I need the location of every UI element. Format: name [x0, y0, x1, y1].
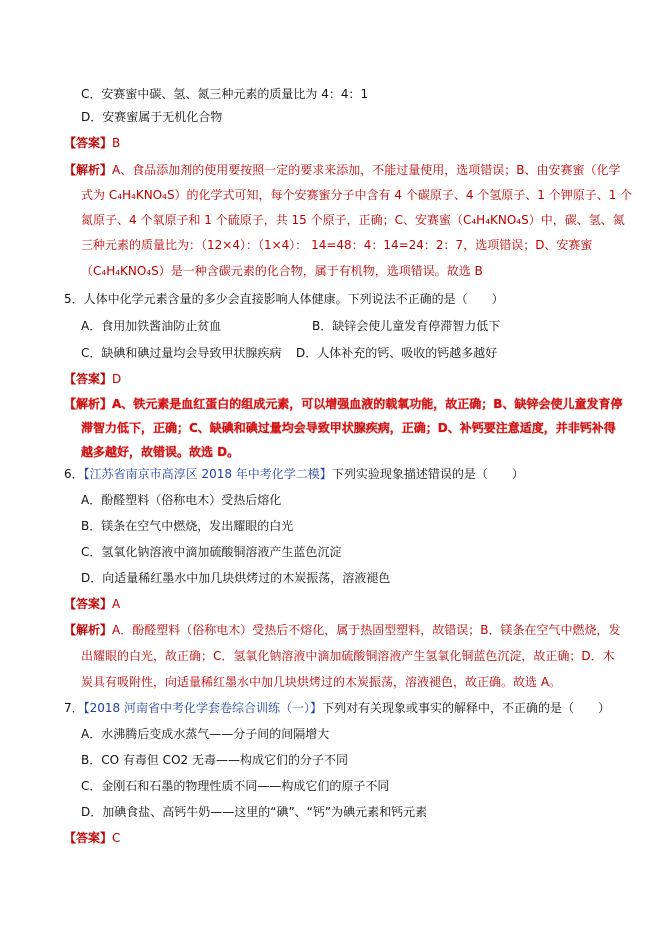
question-number: 6．: [64, 467, 84, 481]
q5-stem: 5．人体中化学元素含量的多少会直接影响人体健康。下列说法不正确的是（ ）: [64, 292, 504, 306]
q6-explanation-line-2: 出耀眼的白光，故正确；C．氢氧化钠溶液中滴加硫酸铜溶液产生氢氧化铜蓝色沉淀，故正确；D．木: [81, 649, 615, 663]
q5-explanation-line-3: 越多越好，故错误。故选 D。: [81, 445, 240, 459]
question-source: 【2018 河南省中考化学套卷综合训练（一）】: [83, 701, 322, 715]
question-text: 下列实验现象描述错误的是（ ）: [331, 467, 524, 481]
q5-answer: [64, 371, 121, 387]
q7-stem: [64, 700, 610, 716]
answer-tag: 【答案】: [64, 136, 113, 150]
explanation-text: A、铁元素是血红蛋白的组成元素，可以增强血液的载氧功能，故正确；B、缺锌会使儿童发育停: [112, 397, 623, 411]
question-source: 【江苏省南京市高淳区 2018 年中考化学二模】: [83, 467, 332, 481]
q6-stem: [64, 466, 524, 482]
q5-explanation-line-2: 滞智力低下，正确；C、缺碘和碘过量均会导致甲状腺疾病，正确；D、补钙要注意适度，并非钙补得: [81, 421, 616, 435]
explanation-tag: 【解析】: [64, 397, 113, 411]
q6-option-d: D．向适量稀红墨水中加几块烘烤过的木炭振荡，溶液褪色: [81, 571, 391, 585]
answer-value: D: [112, 372, 122, 386]
q4-option-c: C．安赛蜜中碳、氢、氮三种元素的质量比为 4：4：1: [81, 87, 369, 101]
q6-option-c: C．氢氧化钠溶液中滴加硫酸铜溶液产生蓝色沉淀: [81, 545, 342, 559]
q7-option-b: B．CO 有毒但 CO2 无毒——构成它们的分子不同: [81, 753, 348, 767]
q6-option-b: B．镁条在空气中燃烧，发出耀眼的白光: [81, 519, 294, 533]
q5-option-a: A．食用加铁酱油防止贫血: [81, 319, 222, 333]
q4-explanation-line-3: 氮原子、4 个氧原子和 1 个硫原子，共 15 个原子，正确；C、安赛蜜（C₄H₄KNO₄S）中，碳、氢、氮: [81, 213, 625, 227]
answer-tag: 【答案】: [64, 372, 113, 386]
answer-value: A: [112, 597, 121, 611]
explanation-tag: 【解析】: [64, 623, 113, 637]
explanation-text: A．酚醛塑料（俗称电木）受热后不熔化，属于热固型塑料，故错误；B．镁条在空气中燃烧，发: [112, 623, 621, 637]
question-text: 下列对有关现象或事实的解释中，不正确的是（ ）: [322, 701, 611, 715]
q5-option-d: D．人体补充的钙、吸收的钙越多越好: [296, 346, 498, 360]
answer-value: B: [112, 136, 121, 150]
q5-option-b: B．缺锌会使儿童发育停滞智力低下: [312, 319, 501, 333]
q7-option-d: D．加碘食盐、高钙牛奶——这里的“碘”、“钙”为碘元素和钙元素: [81, 805, 428, 819]
q6-answer: [64, 596, 120, 612]
q4-answer: [64, 135, 120, 151]
q6-explanation-line-1: [64, 622, 620, 638]
q4-option-d: D．安赛蜜属于无机化合物: [81, 110, 223, 124]
question-number: 7．: [64, 701, 84, 715]
answer-tag: 【答案】: [64, 597, 113, 611]
q7-option-c: C．金刚石和石墨的物理性质不同——构成它们的原子不同: [81, 779, 390, 793]
q4-explanation-line-5: （C₄H₄KNO₄S）是一种含碳元素的化合物，属于有机物，选项错误。故选 B: [81, 264, 483, 278]
explanation-tag: 【解析】: [64, 163, 113, 177]
q6-option-a: A．酚醛塑料（俗称电木）受热后熔化: [81, 493, 282, 507]
q4-explanation-line-4: 三种元素的质量比为：（12×4）：（1×4）： 14=48：4：14=24：2：7，选项错误；D、安赛蜜: [81, 238, 593, 252]
q7-answer: [64, 830, 120, 846]
q4-explanation-line-1: [64, 162, 620, 178]
answer-tag: 【答案】: [64, 831, 113, 845]
explanation-text: A、食品添加剂的使用要按照一定的要求来添加，不能过量使用，选项错误；B、由安赛蜜（化学: [112, 163, 621, 177]
q4-explanation-line-2: 式为 C₄H₄KNO₄S）的化学式可知，每个安赛蜜分子中含有 4 个碳原子、4 个氢原子、1 个钾原子、1 个: [81, 188, 633, 202]
q6-explanation-line-3: 炭具有吸附性，向适量稀红墨水中加几块烘烤过的木炭振荡，溶液褪色，故正确。故选 A。: [81, 675, 562, 689]
q7-option-a: A．水沸腾后变成水蒸气——分子间的间隔增大: [81, 727, 330, 741]
q5-option-c: C．缺碘和碘过量均会导致甲状腺疾病: [81, 346, 282, 360]
answer-value: C: [112, 831, 121, 845]
